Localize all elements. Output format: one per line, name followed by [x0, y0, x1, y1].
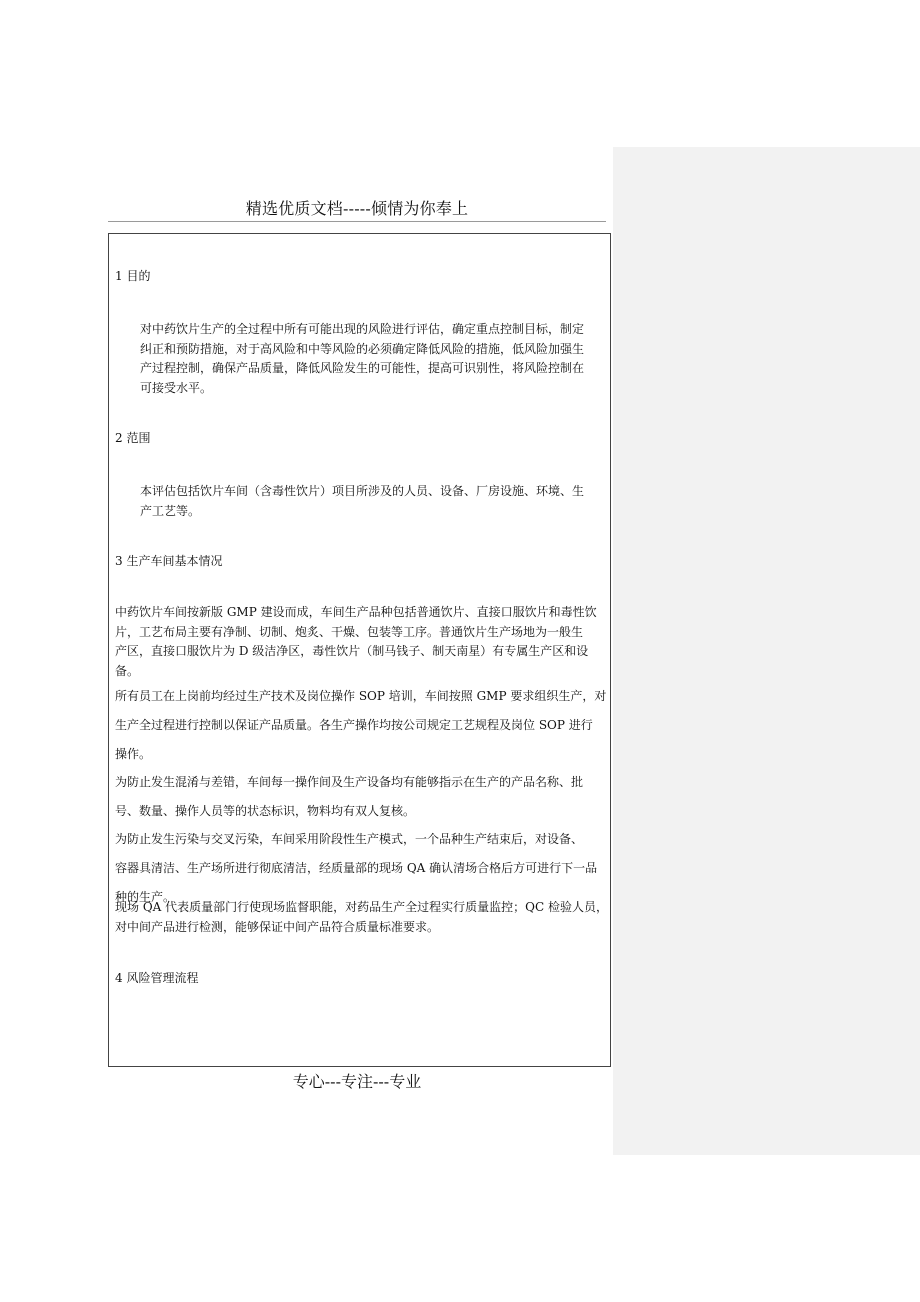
section-1-line-1: 对中药饮片生产的全过程中所有可能出现的风险进行评估，确定重点控制目标，制定: [140, 322, 585, 336]
section-3-p2-line-1: 所有员工在上岗前均经过生产技术及岗位操作 SOP 培训，车间按照 GMP 要求组织生产，对: [115, 689, 607, 703]
section-1-line-3: 产过程控制，确保产品质量，降低风险发生的可能性，提高可识别性，将风险控制在: [140, 361, 585, 375]
section-3-p1-line-3: 产区，直接口服饮片为 D 级洁净区，毒性饮片（制马钱子、制天南星）有专属生产区和设: [115, 644, 589, 658]
section-3-p3-line-1: 为防止发生混淆与差错，车间每一操作间及生产设备均有能够指示在生产的产品名称、批: [115, 775, 584, 789]
section-1-line-4: 可接受水平。: [140, 380, 213, 395]
page-header-title: 精选优质文档-----倾情为你奉上: [245, 199, 469, 218]
section-3-p5-line-2: 对中间产品进行检测，能够保证中间产品符合质量标准要求。: [115, 919, 440, 934]
section-3-p2-line-3: 操作。: [115, 747, 152, 761]
section-3-p4-line-1: 为防止发生污染与交叉污染，车间采用阶段性生产模式，一个品种生产结束后，对设备、: [115, 832, 584, 846]
section-2-line-2: 产工艺等。: [140, 503, 201, 518]
section-1-line-2: 纠正和预防措施，对于高风险和中等风险的必须确定降低风险的措施，低风险加强生: [140, 341, 585, 356]
page-footer-title: 专心---专注---专业: [292, 1072, 422, 1091]
document-content-frame: [108, 233, 611, 1067]
section-3-p4-line-2: 容器具清洁、生产场所进行彻底清洁，经质量部的现场 QA 确认清场合格后方可进行下一品: [115, 861, 598, 875]
header-divider: [108, 221, 606, 222]
section-3-heading: 3 生产车间基本情况: [115, 554, 223, 568]
section-2-heading: 2 范围: [115, 431, 151, 445]
section-3-p5-line-1: 现场 QA 代表质量部门行使现场监督职能，对药品生产全过程实行质量监控；QC 检验人员，: [115, 900, 608, 914]
section-3-p1-line-2: 片，工艺布局主要有净制、切制、炮炙、干燥、包装等工序。普通饮片生产场地为一般生: [115, 624, 584, 639]
section-2-line-1: 本评估包括饮片车间（含毒性饮片）项目所涉及的人员、设备、厂房设施、环境、生: [140, 484, 585, 498]
section-3-p1-line-4: 备。: [115, 663, 140, 678]
comment-sidebar: [613, 147, 920, 1155]
section-3-p4-line-3: 种的生产。: [115, 890, 176, 904]
section-1-heading: 1 目的: [115, 269, 151, 283]
section-3-p1-line-1: 中药饮片车间按新版 GMP 建设而成，车间生产品种包括普通饮片、直接口服饮片和毒性饮: [115, 605, 597, 619]
section-3-p3-line-2: 号、数量、操作人员等的状态标识，物料均有双人复核。: [115, 804, 416, 818]
section-3-p2-line-2: 生产全过程进行控制以保证产品质量。各生产操作均按公司规定工艺规程及岗位 SOP 进行: [115, 718, 593, 732]
section-4-heading: 4 风险管理流程: [115, 971, 199, 985]
